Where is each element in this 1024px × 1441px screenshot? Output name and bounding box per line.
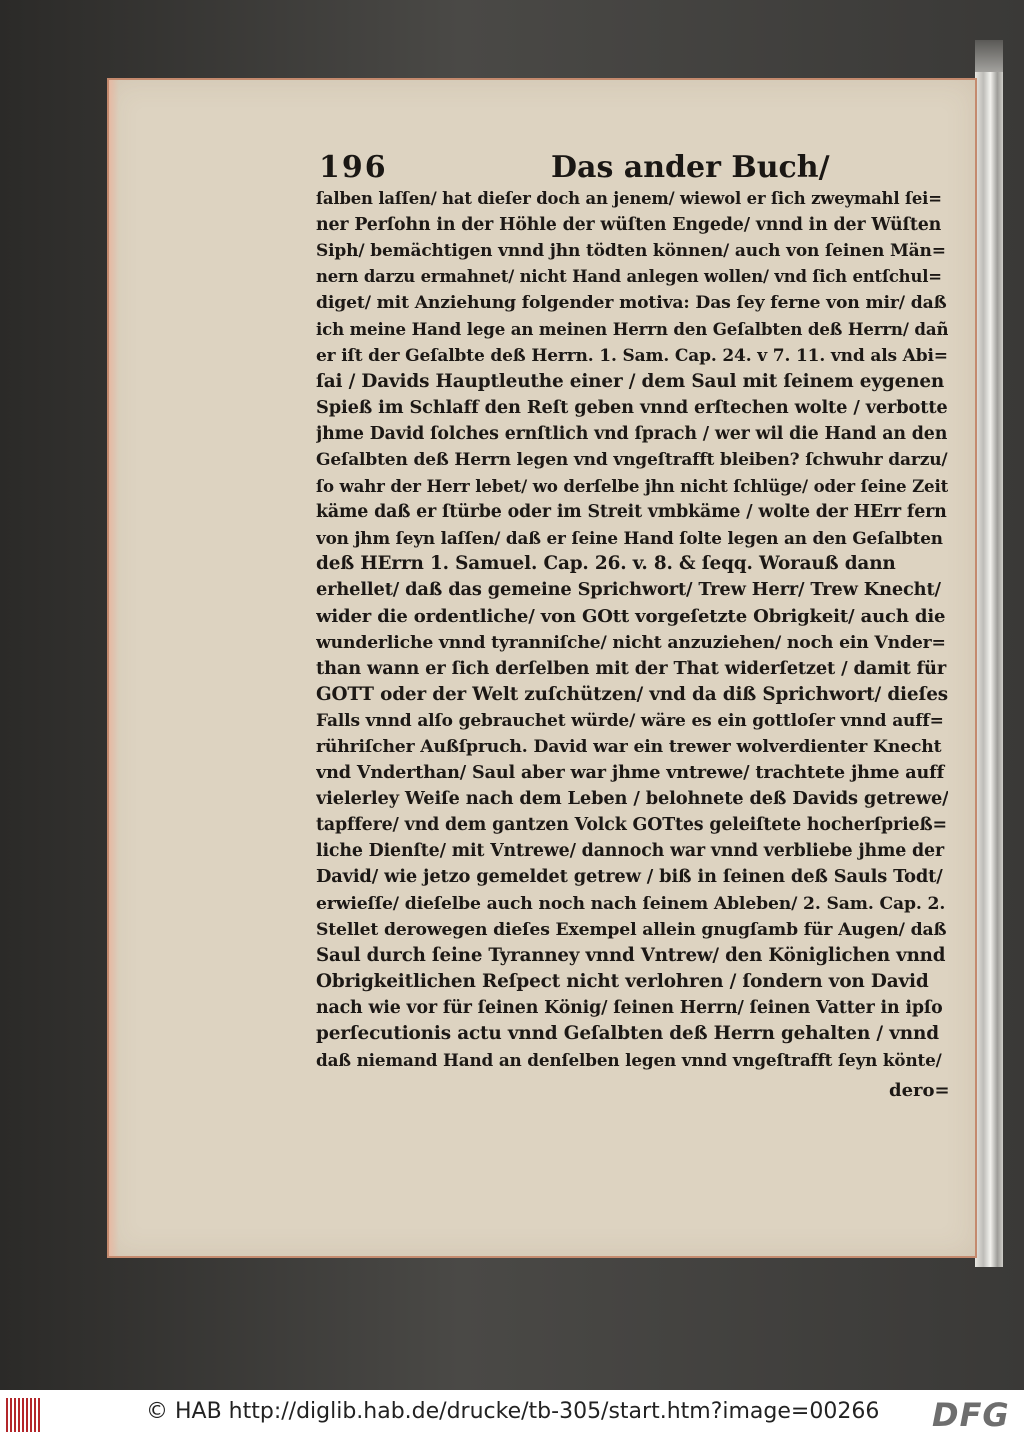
book-page bbox=[107, 78, 977, 1258]
text-line: ich meine Hand lege an meinen Herrn den Geſalbten deß Herrn/ dañ bbox=[316, 319, 948, 340]
text-line: ſalben laſſen/ hat dieſer doch an jenem/ wiewol er ſich zweymahl ſei= bbox=[316, 189, 942, 208]
text-line: Siph/ bemächtigen vnnd jhn tödten können/ auch von ſeinen Män= bbox=[316, 241, 946, 262]
page-number: 196 bbox=[319, 150, 388, 185]
page-header bbox=[319, 150, 979, 190]
text-line: David/ wie jetzo gemeldet getrew / biß in ſeinen deß Sauls Todt/ bbox=[316, 866, 943, 888]
text-line: er iſt der Geſalbte deß Herrn. 1. Sam. Cap. 24. v 7. 11. vnd als Abi= bbox=[316, 345, 948, 366]
text-line: jhme David ſolches ernſtlich vnd ſprach / wer wil die Hand an den bbox=[316, 423, 948, 444]
text-line: wunderliche vnnd tyranniſche/ nicht anzuziehen/ noch ein Vnder= bbox=[316, 632, 946, 653]
text-line: daß niemand Hand an denſelben legen vnnd vngeſtrafft ſeyn könte/ bbox=[316, 1050, 942, 1071]
text-line: deß HErrn 1. Samuel. Cap. 26. v. 8. & ſeqq. Worauß dann bbox=[316, 553, 896, 575]
text-line: Obrigkeitlichen Reſpect nicht verlohren / ſondern von David bbox=[316, 970, 929, 992]
text-line: than wann er ſich derſelben mit der That widerſetzet / damit für bbox=[316, 657, 947, 679]
text-line: nern darzu ermahnet/ nicht Hand anlegen wollen/ vnd ſich entſchul= bbox=[316, 267, 942, 287]
text-line: Saul durch ſeine Tyranney vnnd Vntrew/ den Königlichen vnnd bbox=[316, 944, 946, 966]
text-line: vnd Vnderthan/ Saul aber war jhme vntrewe/ trachtete jhme auff bbox=[316, 762, 945, 784]
text-line: erwieſſe/ dieſelbe auch noch nach ſeinem Ableben/ 2. Sam. Cap. 2. bbox=[316, 893, 946, 914]
catchword: dero= bbox=[889, 1080, 950, 1101]
text-line: ſo wahr der Herr lebet/ wo derſelbe jhn nicht ſchlüge/ oder ſeine Zeit bbox=[316, 476, 948, 497]
text-line: GOTT oder der Welt zuſchützen/ vnd da diß Sprichwort/ dieſes bbox=[316, 683, 948, 705]
text-line: Spieß im Schlaff den Reſt geben vnnd erſtechen wolte / verbotte bbox=[316, 396, 948, 418]
book-page-stack bbox=[975, 72, 1003, 1267]
text-line: diget/ mit Anziehung folgender motiva: Das ſey ferne von mir/ daß bbox=[316, 293, 947, 314]
text-line: ner Perſohn in der Höhle der wüſten Engede/ vnnd in der Wüſten bbox=[316, 215, 942, 236]
text-line: perſecutionis actu vnnd Geſalbten deß Herrn gehalten / vnnd bbox=[316, 1023, 939, 1044]
citation-link[interactable]: © HAB http://diglib.hab.de/drucke/tb-305/start.htm?image=00266 bbox=[146, 1399, 880, 1424]
running-title: Das ander Buch/ bbox=[551, 150, 830, 185]
text-line: tapffere/ vnd dem gantzen Volck GOTtes geleiſtete hocherſprieß= bbox=[316, 815, 947, 836]
body-text bbox=[316, 186, 948, 1073]
dfg-logo: DFG bbox=[932, 1396, 1010, 1434]
text-line: liche Dienſte/ mit Vntrewe/ dannoch war vnnd verbliebe jhme der bbox=[316, 841, 944, 862]
footer-bar bbox=[0, 1390, 1024, 1441]
text-line: erhellet/ daß das gemeine Sprichwort/ Trew Herr/ Trew Knecht/ bbox=[316, 579, 941, 601]
text-line: ſai / Davids Hauptleuthe einer / dem Saul mit ſeinem eygenen bbox=[316, 370, 945, 392]
text-line: Falls vnnd alſo gebrauchet würde/ wäre es ein gottloſer vnnd auff= bbox=[316, 710, 944, 731]
text-line: wider die ordentliche/ von GOtt vorgeſetzte Obrigkeit/ auch die bbox=[316, 605, 946, 627]
text-line: Geſalbten deß Herrn legen vnd vngeſtrafft bleiben? ſchwuhr darzu/ bbox=[316, 449, 948, 470]
text-line: Stellet derowegen dieſes Exempel allein gnugſamb für Augen/ daß bbox=[316, 919, 947, 940]
text-line: von jhm ſeyn laſſen/ daß er ſeine Hand ſolte legen an den Geſalbten bbox=[316, 528, 943, 549]
hab-logo-icon bbox=[6, 1398, 42, 1432]
text-line: nach wie vor für ſeinen König/ ſeinen Herrn/ ſeinen Vatter in ipſo bbox=[316, 997, 943, 1018]
page-edge-tint bbox=[109, 80, 119, 1256]
text-line: vielerley Weiſe nach dem Leben / belohnete deß Davids getrewe/ bbox=[316, 788, 948, 810]
text-line: käme daß er ſtürbe oder im Streit vmbkäme / wolte der HErr fern bbox=[316, 502, 947, 523]
text-line: rühriſcher Außſpruch. David war ein trewer wolverdienter Knecht bbox=[316, 736, 942, 757]
